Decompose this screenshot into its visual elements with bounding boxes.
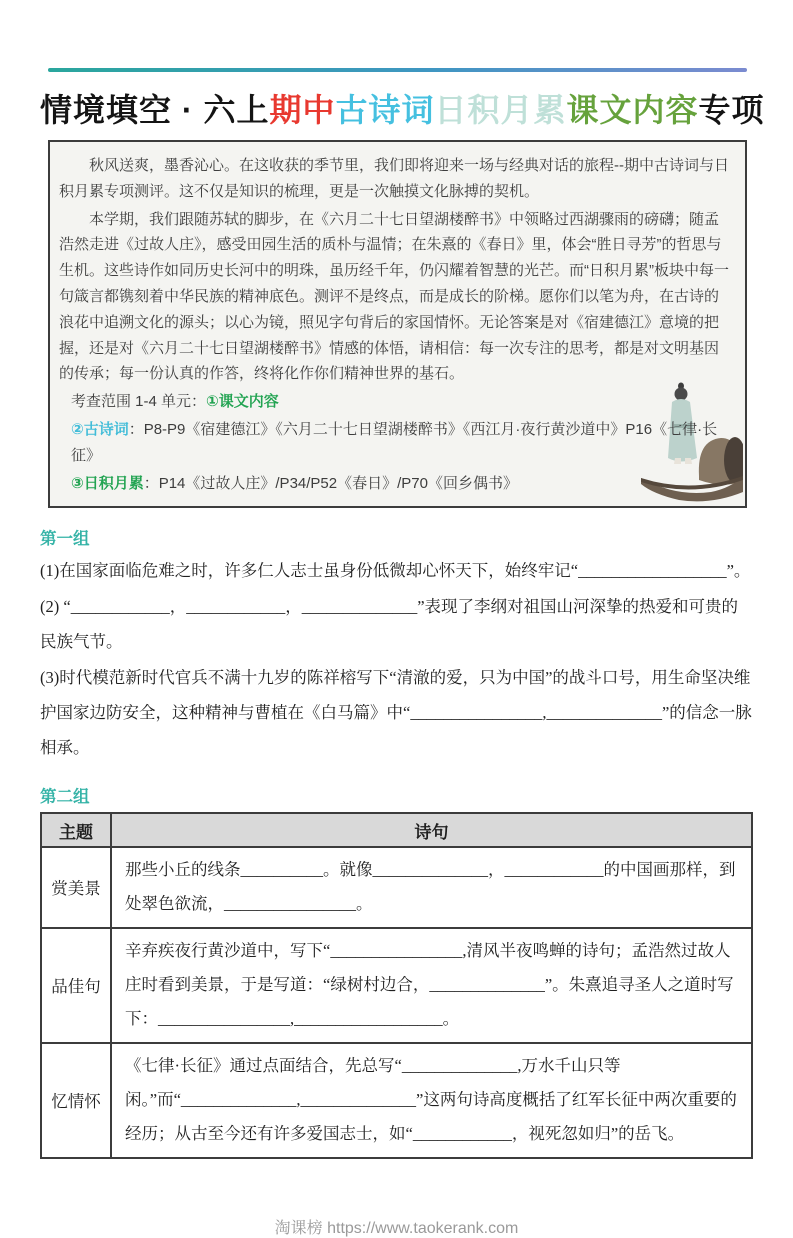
page-title [40, 85, 765, 131]
poem-fill-in-table [40, 812, 753, 1159]
worksheet-page [0, 68, 793, 1238]
group1-heading: 第一组 [40, 530, 90, 549]
intro-box [48, 140, 747, 508]
scope-tag-ancient-poems: ②古诗词 [71, 420, 129, 438]
title-part-cyan: 古诗词 [335, 92, 435, 128]
title-part-mint: 日积月累 [434, 92, 567, 128]
top-divider-rule [48, 68, 747, 72]
scope-line-3 [71, 471, 731, 497]
title-part-black1: 情境填空 · 六上 [40, 92, 270, 128]
footer-watermark: 淘课榜 https://www.taokerank.com [274, 1219, 519, 1237]
scope-line-2 [71, 417, 731, 469]
scope-poems-list: ：P8-P9《宿建德江》《六月二十七日望湖楼醉书》《西江月·夜行黄沙道中》P16《七律·长征》 [71, 420, 718, 464]
table-header-row [41, 813, 752, 847]
row2-verse: 辛弃疾夜行黄沙道中，写下“________________,清风半夜鸣蝉的诗句；孟浩然过故人庄时看到美景，于是写道：“绿树村边合，______________”。朱熹追寻圣人之道时写下：________________,__________________。 [111, 928, 752, 1043]
row2-theme: 品佳句 [41, 928, 111, 1043]
title-part-red: 期中 [269, 92, 336, 128]
title-part-black2: 专项 [698, 92, 765, 128]
intro-paragraph-1: 秋风送爽，墨香沁心。在这收获的季节里，我们即将迎来一场与经典对话的旅程--期中古诗词与日积月累专项测评。这不仅是知识的梳理，更是一次触摸文化脉搏的契机。 [59, 157, 729, 200]
group2-heading: 第二组 [40, 788, 90, 807]
table-header-theme: 主题 [41, 813, 111, 847]
row3-verse: 《七律·长征》通过点面结合，先总写“______________,万水千山只等闲。”而“______________,______________”这两句诗高度概括了红军长征中两次重要的经历；从古至今还有许多爱国志士，如“____________，视死忽如归”的岳飞。 [111, 1043, 752, 1158]
row1-verse: 那些小丘的线条__________。就像______________，____________的中国画那样，到处翠色欲流，________________。 [111, 847, 752, 928]
scope-accumulation-list: ：P14《过故人庄》/P34/P52《春日》/P70《回乡偶书》 [143, 474, 518, 492]
group1-question-2: (2) “____________，____________，______________”表现了李纲对祖国山河深挚的热爱和可贵的民族气节。 [40, 597, 739, 652]
scope-tag-course-content: ①课文内容 [206, 393, 279, 411]
table-row [41, 847, 752, 928]
table-row [41, 928, 752, 1043]
row1-theme: 赏美景 [41, 847, 111, 928]
group1-question-1: (1)在国家面临危难之时，许多仁人志士虽身份低微却心怀天下，始终牢记“__________________”。 [40, 561, 751, 581]
table-row [41, 1043, 752, 1158]
scope-line-1 [71, 389, 731, 415]
intro-paragraph-2: 本学期，我们跟随苏轼的脚步，在《六月二十七日望湖楼醉书》中领略过西湖骤雨的磅礴；随孟浩然走进《过故人庄》，感受田园生活的质朴与温情；在朱熹的《春日》里，体会“胜日寻芳”的哲思与生机。这些诗作如同历史长河中的明珠，虽历经千年，仍闪耀着智慧的光芒。而“日积月累”板块中每一句箴言都镌刻着中华民族的精神底色。测评不是终点，而是成长的阶梯。愿你们以笔为舟，在古诗的浪花中追溯文化的源头；以心为镜，照见字句背后的家国情怀。无论答案是对《宿建德江》意境的把握，还是对《六月二十七日望湖楼醉书》情感的体悟，请相信：每一次专注的思考，都是对文明基因的传承；每一份认真的作答，终将化作你们精神世界的基石。 [59, 210, 729, 383]
scope-tag-daily-accumulation: ③日积月累 [71, 474, 144, 492]
scope-range-label: 考查范围 1-4 单元： [71, 393, 207, 411]
title-part-green: 课文内容 [566, 92, 699, 128]
row3-theme: 忆情怀 [41, 1043, 111, 1158]
group1-question-3: (3)时代模范新时代官兵不满十九岁的陈祥榕写下“清澈的爱，只为中国”的战斗口号，用生命坚决维护国家边防安全，这种精神与曹植在《白马篇》中“________________,______________”的信念一脉相承。 [40, 668, 752, 758]
table-header-verse: 诗句 [111, 813, 752, 847]
